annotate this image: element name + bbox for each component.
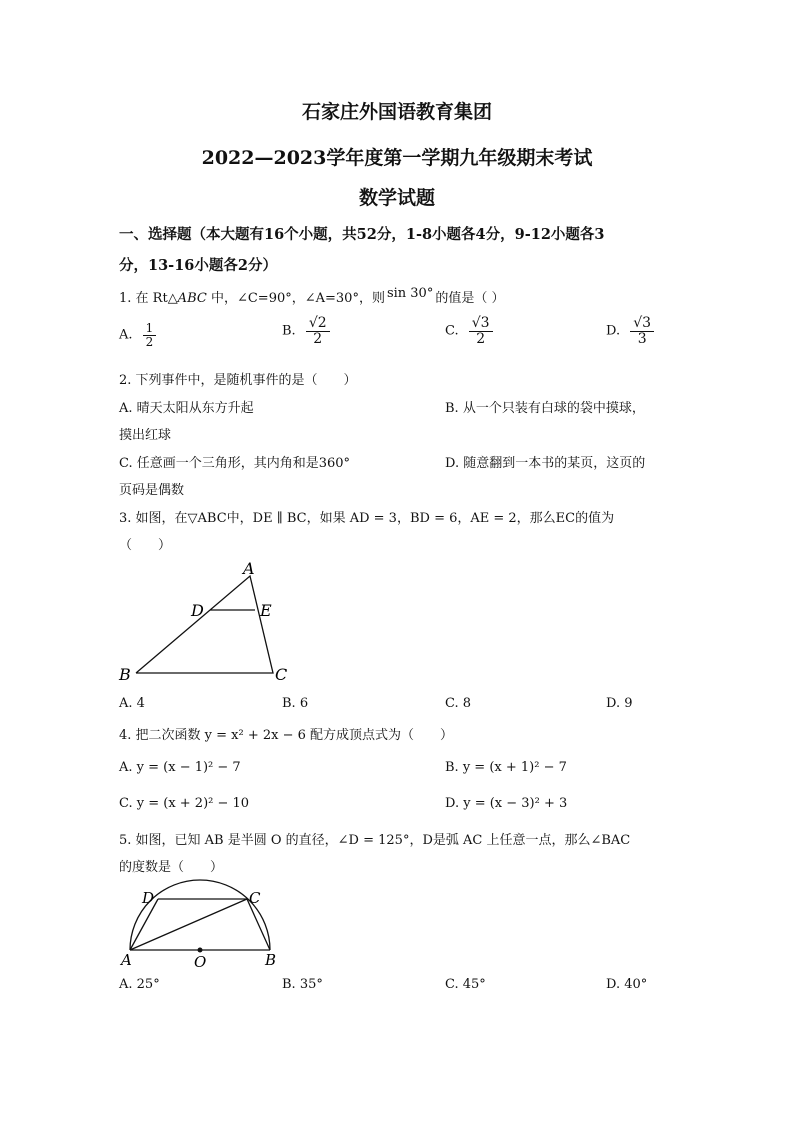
question-4-stem: 4. 把二次函数 y = x² + 2x − 6 配方成顶点式为（ ） [119, 728, 454, 743]
q5-semicircle-figure [115, 878, 285, 970]
fraction-numerator: √3 [469, 316, 493, 332]
option-letter: D. [606, 323, 621, 339]
q5-option-b: B. 35° [282, 977, 323, 992]
vertex-label-a: A [243, 559, 255, 578]
q5-option-d: D. 40° [606, 977, 648, 992]
question-5-stem-line1: 5. 如图，已知 AB 是半圆 O 的直径，∠D = 125°，D是弧 AC 上任意一点，那么∠BAC [119, 833, 631, 848]
q1-stem-mid: 中，∠C=90°，∠A=30°，则 [206, 291, 385, 306]
q1-option-d [606, 316, 654, 346]
school-title: 石家庄外国语教育集团 [301, 101, 492, 123]
q3-option-b: B. 6 [282, 696, 309, 711]
point-label-d: D [142, 889, 155, 907]
q4-option-d: D. y = (x − 3)² + 3 [445, 796, 568, 811]
vertex-label-e: E [260, 601, 272, 620]
question-1-stem [119, 287, 504, 306]
point-label-b: B [265, 951, 277, 969]
q2-option-a: A. 晴天太阳从东方升起 [119, 401, 254, 416]
fraction-numerator: 1 [143, 322, 157, 336]
triangle-sides [136, 576, 273, 673]
option-letter: B. [282, 323, 296, 339]
q1-stem-pre: 1. 在 Rt [119, 291, 168, 306]
fraction [143, 322, 157, 348]
option-letter: A. [119, 327, 133, 343]
fraction-numerator: √3 [630, 316, 654, 332]
subject-title: 数学试题 [358, 187, 435, 209]
q1-expression: sin 30° [386, 286, 434, 301]
q2-option-b-line1: B. 从一个只装有白球的袋中摸球， [445, 401, 645, 416]
fraction-denominator: 2 [145, 334, 154, 349]
fraction-denominator: 2 [313, 330, 323, 347]
q1-option-b [282, 316, 330, 346]
q2-option-d-line2: 页码是偶数 [119, 483, 185, 498]
fraction [630, 316, 654, 346]
fraction [469, 316, 493, 346]
q2-option-b-line2: 摸出红球 [119, 428, 172, 443]
q2-option-d-line1: D. 随意翻到一本书的某页，这页的 [445, 456, 646, 471]
q1-option-a [119, 322, 156, 348]
q4-option-a: A. y = (x − 1)² − 7 [119, 760, 241, 775]
q5-option-c: C. 45° [445, 977, 486, 992]
fraction-numerator: √2 [306, 316, 330, 332]
fraction-denominator: 3 [637, 330, 647, 347]
q1-option-c [445, 316, 493, 346]
question-3-paren: （ ） [119, 538, 172, 553]
q1-stem-post: 的值是（ ） [435, 291, 505, 306]
q3-triangle-figure [115, 558, 315, 688]
q2-option-c: C. 任意画一个三角形，其内角和是360° [119, 456, 351, 471]
section-heading-line2: 分，13-16小题各2分） [119, 257, 277, 274]
q1-triangle: △ABC [167, 291, 207, 306]
vertex-label-c: C [275, 665, 288, 684]
point-label-a: A [121, 951, 132, 969]
q3-option-a: A. 4 [119, 696, 145, 711]
q4-option-b: B. y = (x + 1)² − 7 [445, 760, 567, 775]
q4-option-c: C. y = (x + 2)² − 10 [119, 796, 250, 811]
option-letter: C. [445, 323, 459, 339]
q3-option-c: C. 8 [445, 696, 472, 711]
vertex-label-b: B [119, 665, 131, 684]
fraction [306, 316, 330, 346]
center-point-o [198, 948, 203, 953]
fraction-denominator: 2 [476, 330, 486, 347]
question-5-stem-line2: 的度数是（ ） [119, 860, 224, 875]
section-heading-line1: 一、选择题（本大题有16个小题，共52分，1-8小题各4分，9-12小题各3 [119, 226, 605, 243]
vertex-label-d: D [191, 601, 204, 620]
point-label-o: O [194, 953, 207, 970]
question-3-stem: 3. 如图，在▽ABC中，DE ∥ BC，如果 AD = 3，BD = 6，AE = 2，那么EC的值为 [119, 511, 615, 526]
q3-option-d: D. 9 [606, 696, 633, 711]
exam-title: 2022—2023学年度第一学期九年级期末考试 [201, 147, 593, 169]
q5-option-a: A. 25° [119, 977, 160, 992]
question-2-stem: 2. 下列事件中，是随机事件的是（ ） [119, 373, 357, 388]
point-label-c: C [249, 889, 261, 907]
